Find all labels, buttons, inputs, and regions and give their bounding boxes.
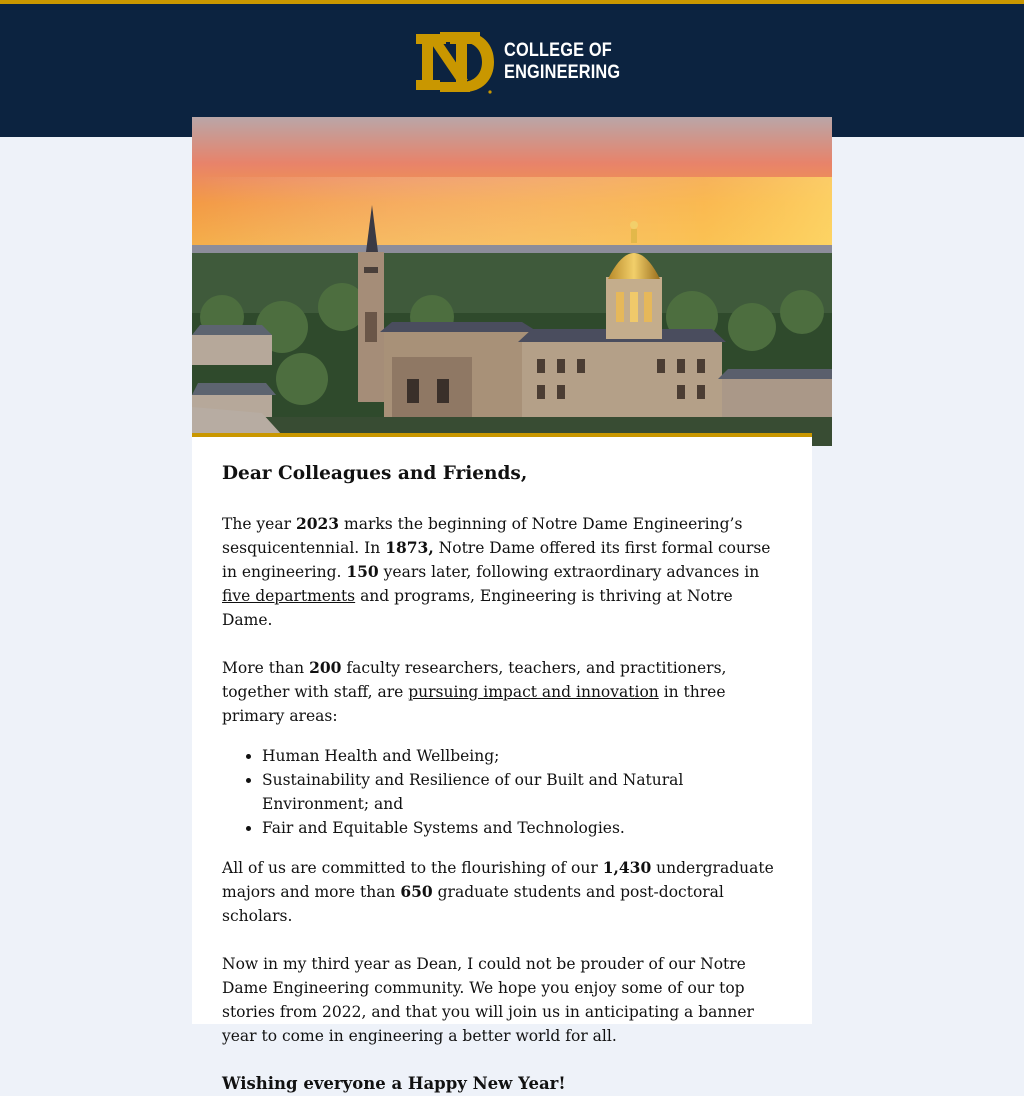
paragraph-faculty: More than 200 faculty researchers, teachers, and practitioners, together with staff, are pursuing impact and innovation in three primary areas: <box>222 658 727 725</box>
logo-line-1: COLLEGE OF <box>504 40 612 61</box>
stat-year-1873: 1873, <box>385 538 434 557</box>
stat-150-years: 150 <box>346 562 379 581</box>
five-departments-link[interactable]: five departments <box>222 587 356 605</box>
logo-line-2: ENGINEERING <box>504 62 621 83</box>
letter-signoff: Wishing everyone a Happy New Year! <box>222 1074 566 1093</box>
research-areas-list <box>222 744 782 840</box>
hero-campus-image[interactable] <box>192 117 832 446</box>
impact-innovation-link[interactable]: pursuing impact and innovation <box>408 683 659 701</box>
stat-year-2023: 2023 <box>295 514 340 533</box>
college-logo[interactable] <box>416 28 639 96</box>
list-item: • Sustainability and Resilience of our Built and Natural Environment; and <box>262 768 782 816</box>
letter-card <box>192 446 812 1093</box>
list-item: • Human Health and Wellbeing; <box>262 744 782 768</box>
paragraph-sesquicentennial: The year 2023 marks the beginning of Notre Dame Engineering’s sesquicentennial. In 1873, Notre Dame offered its first formal course in engineering. 150 years later, following extraordinary advances in five departments and programs, Engineering is thriving at Notre Dame. <box>222 514 771 629</box>
stat-faculty-200: 200 <box>309 658 342 677</box>
nd-monogram-icon <box>416 28 494 96</box>
campus-sunset-illustration <box>192 117 832 446</box>
letter-greeting: Dear Colleagues and Friends, <box>222 463 528 484</box>
logo-wordmark <box>504 40 620 84</box>
paragraph-students: All of us are committed to the flourishing of our 1,430 undergraduate majors and more than 650 graduate students and post-doctoral scholars. <box>222 858 774 925</box>
paragraph-dean: Now in my third year as Dean, I could not be prouder of our Notre Dame Engineering community. We hope you enjoy some of our top stories from 2022, and that you will join us in anticipating a banner year to come in engineering a better world for all. <box>222 955 754 1045</box>
stat-undergrads: 1,430 <box>602 858 652 877</box>
list-item: • Fair and Equitable Systems and Technologies. <box>262 816 782 840</box>
letter-body <box>222 460 782 1096</box>
stat-graduates: 650 <box>400 882 433 901</box>
